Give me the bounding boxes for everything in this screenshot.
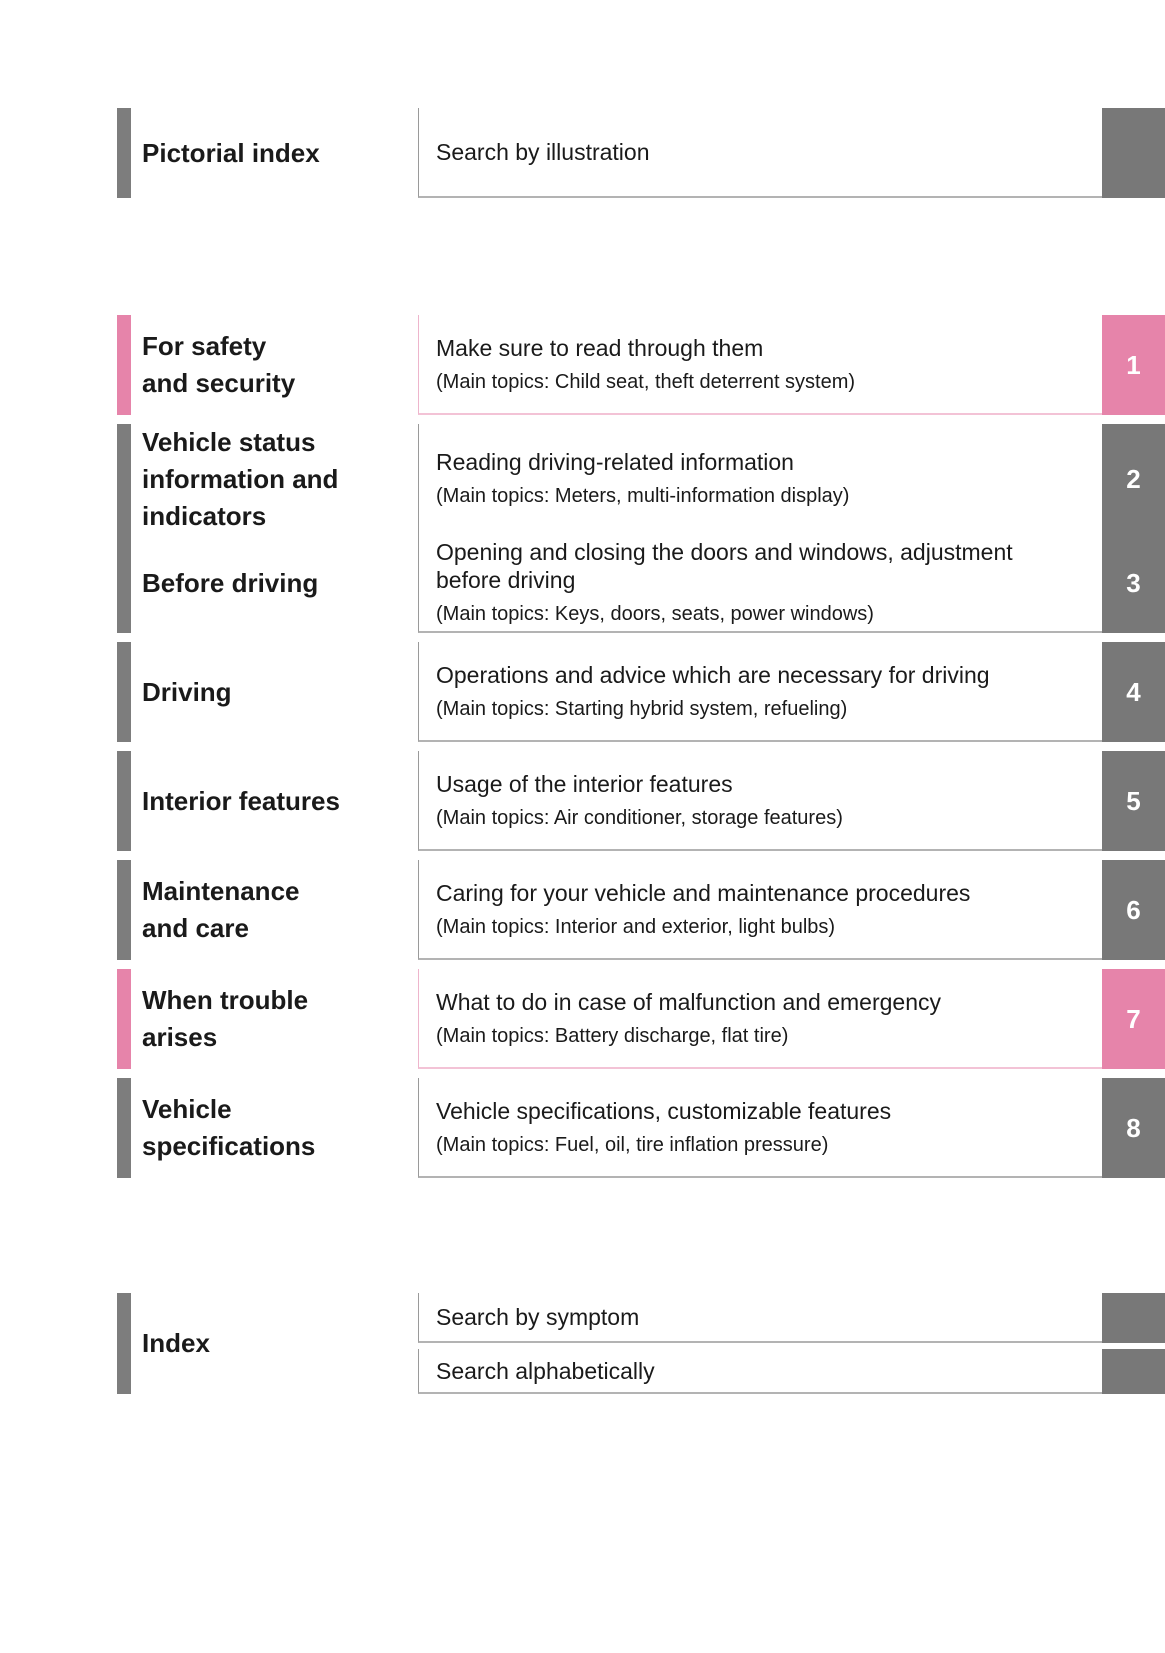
chapter-title [131, 860, 418, 960]
chapter-color-bar [117, 1078, 131, 1178]
chapter-number: 4 [1126, 676, 1141, 707]
chapter-title-line: information and [142, 464, 339, 494]
chapter-color-bar [117, 424, 131, 535]
chapter-main-topics: (Main topics: Fuel, oil, tire inflation pressure) [436, 1133, 829, 1156]
chapter-description: Reading driving-related information [436, 449, 794, 475]
chapter-description: Operations and advice which are necessary for driving [436, 661, 990, 688]
chapter-title [131, 1078, 418, 1178]
chapter-title-line: Interior features [142, 785, 340, 816]
chapter-color-bar [117, 969, 131, 1069]
toc-row-interior-features [0, 751, 1165, 851]
chapter-title-line: Before driving [142, 567, 319, 598]
chapter-description: Vehicle specifications, customizable features [436, 1097, 892, 1124]
chapter-title-line: Index [142, 1328, 210, 1358]
chapter-color-bar [117, 1293, 131, 1394]
chapter-number: 3 [1126, 567, 1141, 598]
toc-row-when-trouble-arises [0, 969, 1165, 1069]
chapter-title-line: arises [142, 1022, 218, 1052]
chapter-title [131, 1293, 418, 1394]
toc-row-vehicle-specifications [0, 1078, 1165, 1178]
chapter-main-topics: (Main topics: Interior and exterior, light bulbs) [436, 915, 836, 938]
chapter-main-topics: (Main topics: Keys, doors, seats, power windows) [436, 602, 874, 625]
chapter-main-topics: (Main topics: Battery discharge, flat tire) [436, 1024, 789, 1047]
chapter-number-tab[interactable] [1102, 424, 1165, 535]
chapter-description: Search by illustration [436, 139, 650, 165]
toc-row-pictorial-index [0, 108, 1165, 198]
chapter-number-tab[interactable] [1102, 315, 1165, 415]
chapter-color-bar [117, 751, 131, 851]
chapter-title-line: When trouble [142, 985, 309, 1015]
chapter-title-line: Vehicle [142, 1094, 232, 1124]
chapter-title [131, 969, 418, 1069]
chapter-main-topics: (Main topics: Child seat, theft deterrent system) [436, 370, 856, 393]
chapter-color-bar [117, 642, 131, 742]
chapter-title [131, 315, 418, 415]
toc-row-maintenance-and-care [0, 860, 1165, 960]
chapter-title [131, 533, 418, 633]
chapter-title [131, 108, 418, 198]
index-entry-search-alphabetically[interactable] [418, 1349, 1102, 1394]
toc-row-driving [0, 642, 1165, 742]
chapter-number: 8 [1126, 1112, 1141, 1143]
chapter-title-line: Driving [142, 676, 232, 707]
chapter-main-topics: (Main topics: Starting hybrid system, refueling) [436, 697, 848, 720]
chapter-number: 7 [1126, 1003, 1141, 1034]
toc-row-index [0, 1293, 1165, 1394]
chapter-summary-box[interactable] [418, 424, 1102, 535]
chapter-title-line: Vehicle status [142, 427, 316, 457]
chapter-title-line: specifications [142, 1131, 316, 1161]
chapter-description: Opening and closing the doors and windows, adjustment before driving [436, 538, 1013, 593]
chapter-summary-box[interactable] [418, 108, 1102, 198]
chapter-summary-box[interactable] [418, 315, 1102, 415]
chapter-main-topics: (Main topics: Meters, multi-information display) [436, 485, 850, 507]
chapter-color-bar [117, 108, 131, 198]
chapter-description: Search alphabetically [436, 1357, 655, 1384]
chapter-summary-box[interactable] [418, 860, 1102, 960]
chapter-summary-box[interactable] [418, 751, 1102, 851]
chapter-number: 6 [1126, 894, 1141, 925]
chapter-description: Usage of the interior features [436, 770, 733, 797]
chapter-number-tab[interactable] [1102, 108, 1165, 198]
chapter-main-topics: (Main topics: Air conditioner, storage features) [436, 806, 843, 829]
chapter-description: Caring for your vehicle and maintenance procedures [436, 879, 971, 906]
chapter-description: Make sure to read through them [436, 334, 764, 361]
toc-row-vehicle-status-information [0, 424, 1165, 531]
toc-row-before-driving [0, 533, 1165, 633]
chapter-number-tab[interactable] [1102, 860, 1165, 960]
chapter-title-line: and care [142, 913, 249, 943]
chapter-number-tab[interactable] [1102, 1078, 1165, 1178]
chapter-number-tab[interactable] [1102, 1349, 1165, 1394]
chapter-number-tab[interactable] [1102, 642, 1165, 742]
chapter-number: 5 [1126, 785, 1141, 816]
chapter-number: 2 [1126, 464, 1141, 494]
chapter-title [131, 642, 418, 742]
chapter-title-line: Maintenance [142, 876, 300, 906]
chapter-description: Search by symptom [436, 1304, 640, 1330]
chapter-description: What to do in case of malfunction and emergency [436, 988, 942, 1015]
chapter-title-line: For safety [142, 331, 267, 361]
chapter-summary-box[interactable] [418, 1078, 1102, 1178]
chapter-summary-box[interactable] [418, 969, 1102, 1069]
toc-row-for-safety-and-security [0, 315, 1165, 415]
chapter-title-line: Pictorial index [142, 137, 320, 168]
chapter-title [131, 751, 418, 851]
chapter-color-bar [117, 533, 131, 633]
chapter-title-line: and security [142, 368, 296, 398]
chapter-title-line: indicators [142, 501, 267, 531]
chapter-color-bar [117, 860, 131, 960]
chapter-number-tab[interactable] [1102, 969, 1165, 1069]
chapter-title [131, 424, 418, 535]
chapter-number-tab[interactable] [1102, 1293, 1165, 1343]
index-entry-search-by-symptom[interactable] [418, 1293, 1102, 1343]
chapter-number-tab[interactable] [1102, 533, 1165, 633]
chapter-number-tab[interactable] [1102, 751, 1165, 851]
chapter-color-bar [117, 315, 131, 415]
chapter-number: 1 [1126, 349, 1141, 380]
chapter-summary-box[interactable] [418, 642, 1102, 742]
chapter-summary-box[interactable] [418, 533, 1102, 633]
